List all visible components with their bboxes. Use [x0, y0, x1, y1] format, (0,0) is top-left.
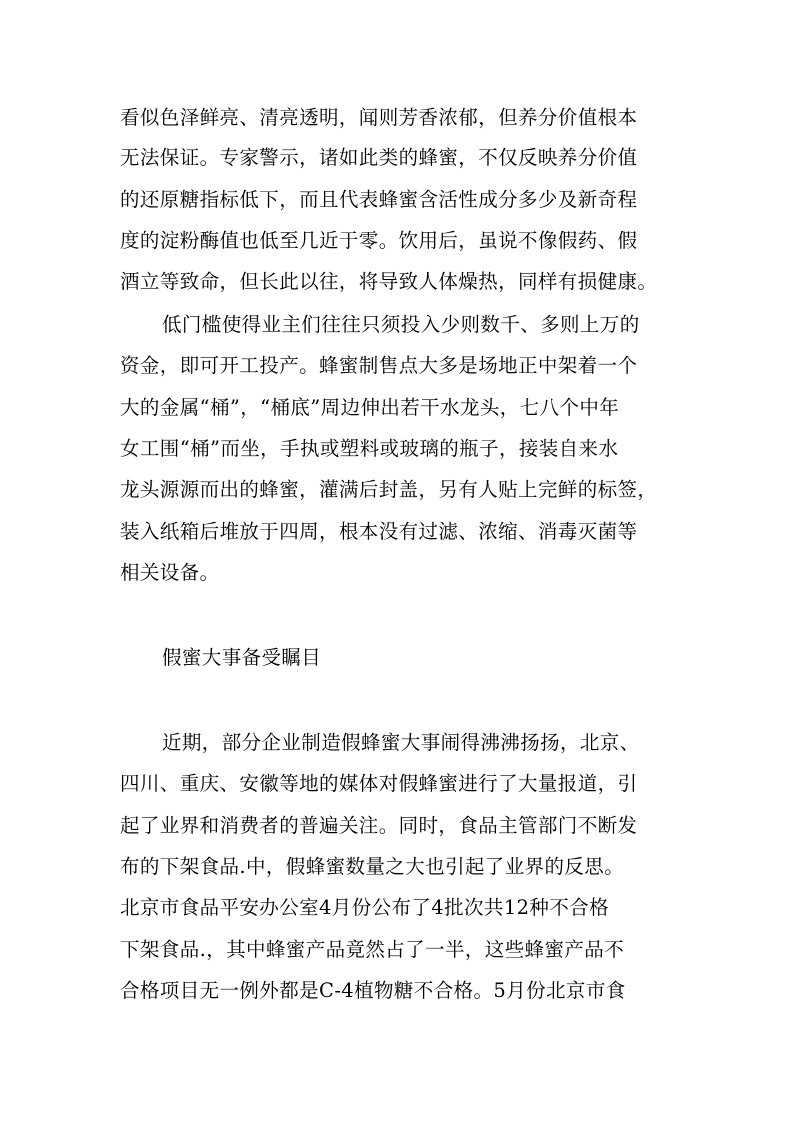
paragraph-1-line-3: 的还原糖指标低下，而且代表蜂蜜含活性成分多少及新奇程 — [120, 188, 638, 211]
paragraph-2-line-7: 相关设备。 — [120, 561, 220, 584]
paragraph-2-line-3: 大的金属“桶”，“桶底”周边伸出若干水龙头，七八个中年 — [120, 396, 620, 419]
paragraph-1-line-4: 度的淀粉酶值也低至几近于零。饮用后，虽说不像假药、假 — [120, 229, 638, 252]
paragraph-2-line-5: 龙头源源而出的蜂蜜，灌满后封盖，另有人贴上完鲜的标签， — [120, 478, 658, 501]
section-heading: 假蜜大事备受瞩目 — [162, 646, 322, 669]
paragraph-3-line-2: 四川、重庆、安徽等地的媒体对假蜂蜜进行了大量报道，引 — [120, 772, 638, 795]
paragraph-1-line-2: 无法保证。专家警示，诸如此类的蜂蜜，不仅反映养分价值 — [120, 146, 638, 169]
paragraph-3-line-5: 北京市食品平安办公室4月份公布了4批次共12种不合格 — [120, 896, 610, 919]
paragraph-3-line-1: 近期，部分企业制造假蜂蜜大事闹得沸沸扬扬，北京、 — [162, 731, 640, 754]
paragraph-3-line-7: 合格项目无一例外都是C-4植物糖不合格。5月份北京市食 — [120, 979, 626, 1002]
paragraph-3-line-4: 布的下架食品.中，假蜂蜜数量之大也引起了业界的反思。 — [120, 855, 625, 878]
paragraph-1-line-1: 看似色泽鲜亮、清亮透明，闻则芳香浓郁，但养分价值根本 — [120, 106, 638, 129]
paragraph-2-line-6: 装入纸箱后堆放于四周，根本没有过滤、浓缩、消毒灭菌等 — [120, 520, 638, 543]
paragraph-2-line-2: 资金，即可开工投产。蜂蜜制售点大多是场地正中架着一个 — [120, 354, 638, 377]
paragraph-2-line-4: 女工围“桶”而坐，手执或塑料或玻璃的瓶子，接装自来水 — [120, 437, 619, 460]
paragraph-2-line-1: 低门槛使得业主们往往只须投入少则数千、多则上万的 — [162, 313, 640, 336]
paragraph-3-line-6: 下架食品.，其中蜂蜜产品竟然占了一半，这些蜂蜜产品不 — [120, 938, 625, 961]
paragraph-1-line-5: 酒立等致命，但长此以往，将导致人体燥热，同样有损健康。 — [120, 270, 658, 293]
paragraph-3-line-3: 起了业界和消费者的普遍关注。同时，食品主管部门不断发 — [120, 814, 638, 837]
